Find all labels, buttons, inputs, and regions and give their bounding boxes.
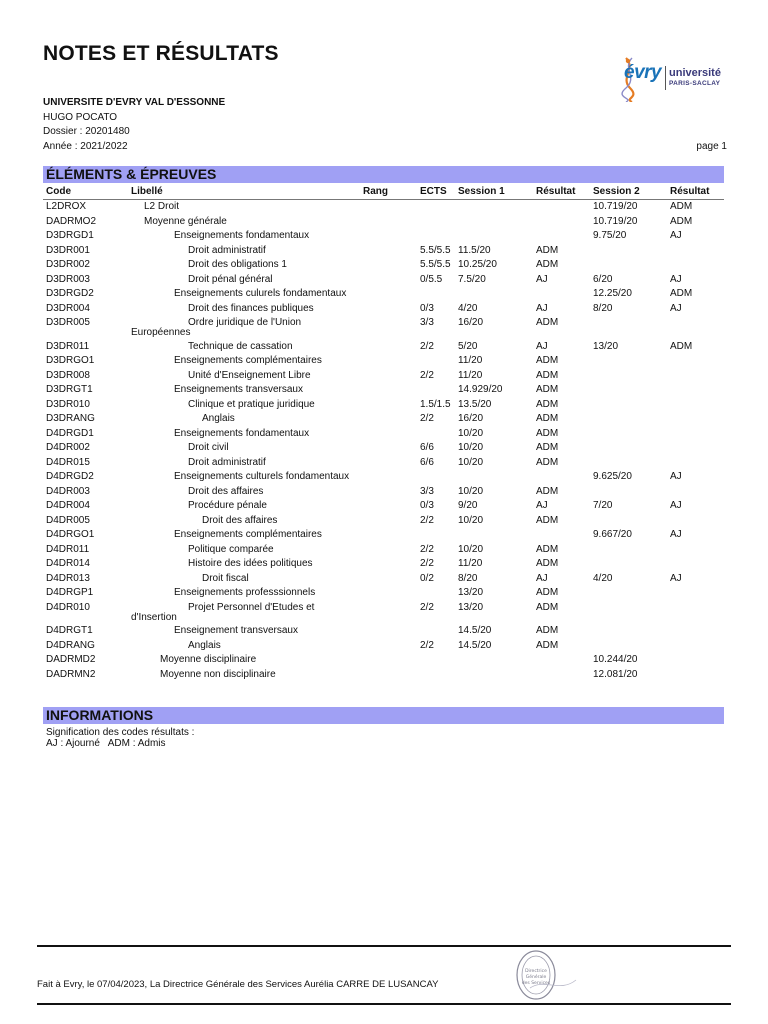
table-row [43,273,724,288]
cell-code: D3DR002 [46,259,90,270]
cell-code: L2DROX [46,201,87,212]
cell-session2: 12.25/20 [593,288,632,299]
table-row [43,528,724,543]
cell-session1: 10/20 [458,427,484,439]
cell-libelle: Droit des affaires [188,485,264,497]
cell-ects: 2/2 [420,413,434,424]
cell-ects: 3/3 [420,485,434,497]
cell-resultat2: AJ [670,471,682,482]
table-row [43,586,724,601]
cell-session1: 10/20 [458,442,484,453]
table-row [43,601,724,625]
cell-resultat1: ADM [536,427,559,439]
cell-resultat2: AJ [670,500,682,511]
svg-text:Directrice: Directrice [525,969,547,974]
cell-code: D3DR003 [46,273,90,285]
cell-resultat2: ADM [670,288,693,299]
cell-session1: 11/20 [458,558,483,569]
codes-legend: AJ : Ajourné ADM : Admis [46,738,166,749]
cell-code: D3DR011 [46,340,90,352]
col-code: Code [46,186,71,197]
col-libelle: Libellé [131,186,163,197]
col-session2: Session 2 [593,186,640,197]
cell-code: D4DR005 [46,514,90,526]
footer-signature-text: Fait à Evry, le 07/04/2023, La Directrice Générale des Services Aurélia CARRE DE LUSANCAY [37,979,439,990]
cell-session2: 13/20 [593,340,619,352]
cell-code: D4DR002 [46,442,90,453]
cell-code: D4DR014 [46,558,90,569]
cell-ects: 1.5/1.5 [420,398,451,410]
cell-ects: 2/2 [420,514,434,526]
cell-session1: 10.25/20 [458,259,497,270]
cell-session2: 9.625/20 [593,471,632,482]
cell-code: D4DR015 [46,456,90,468]
cell-ects: 0/2 [420,572,434,584]
cell-code: D3DRGT1 [46,384,93,395]
col-resultat2: Résultat [670,186,710,197]
cell-resultat1: AJ [536,273,548,285]
cell-libelle: Droit administratif [188,456,266,468]
paris-saclay-line2: PARIS-SACLAY [669,80,721,87]
cell-libelle: Histoire des idées politiques [188,558,313,569]
cell-ects: 0/5.5 [420,273,443,285]
cell-libelle: Moyenne non disciplinaire [160,668,276,680]
cell-libelle: Moyenne générale [144,215,227,227]
cell-libelle: Projet Personnel d'Etudes et [188,601,315,613]
cell-resultat1: ADM [536,442,559,453]
section-elements-bar [43,166,724,183]
table-row [43,514,724,529]
cell-resultat2: ADM [670,215,693,227]
section-informations-title: INFORMATIONS [46,707,154,723]
table-row [43,200,724,215]
cell-ects: 5.5/5.5 [420,244,451,256]
cell-session1: 8/20 [458,572,478,584]
cell-ects: 0/3 [420,302,434,314]
cell-resultat1: AJ [536,500,548,511]
table-row [43,302,724,317]
cell-ects: 3/3 [420,317,434,328]
cell-session1: 14.929/20 [458,384,503,395]
cell-libelle: Procédure pénale [188,500,267,511]
table-header [43,185,724,200]
table-row [43,485,724,500]
cell-libelle: Clinique et pratique juridique [188,398,315,410]
cell-ects: 2/2 [420,639,434,651]
cell-libelle: Enseignements transversaux [174,384,303,395]
cell-code: D3DR004 [46,302,90,314]
cell-code: D4DRGO1 [46,529,95,540]
table-row [43,624,724,639]
section-informations-bar [43,707,724,724]
cell-resultat1: ADM [536,398,559,410]
cell-resultat2: AJ [670,572,682,584]
cell-ects: 2/2 [420,558,434,569]
cell-session1: 5/20 [458,340,478,352]
col-resultat1: Résultat [536,186,576,197]
cell-code: D3DR001 [46,244,90,256]
cell-session1: 4/20 [458,302,478,314]
table-row [43,340,724,355]
cell-resultat1: ADM [536,317,559,328]
footer-bottom-rule [37,1003,731,1005]
cell-ects: 0/3 [420,500,434,511]
cell-libelle: L2 Droit [144,201,180,212]
cell-ects: 2/2 [420,340,434,352]
cell-session1: 16/20 [458,317,484,328]
evry-wordmark: évry [624,62,662,83]
cell-session1: 13/20 [458,601,484,613]
cell-libelle: Droit des affaires [202,514,278,526]
cell-ects: 6/6 [420,456,434,468]
cell-code: D4DRGD1 [46,427,94,439]
cell-libelle: Enseignements complémentaires [174,529,322,540]
cell-code: D4DR010 [46,601,90,613]
table-row [43,470,724,485]
cell-ects: 6/6 [420,442,434,453]
table-row [43,369,724,384]
table-row [43,653,724,668]
cell-code: DADRMO2 [46,215,97,227]
cell-libelle: Technique de cassation [188,340,293,352]
cell-resultat1: AJ [536,572,548,584]
cell-session1: 10/20 [458,514,484,526]
cell-resultat1: ADM [536,413,559,424]
cell-code: DADRMN2 [46,668,96,680]
cell-session2: 8/20 [593,302,613,314]
cell-ects: 5.5/5.5 [420,259,451,270]
cell-libelle: Enseignements complémentaires [174,355,322,366]
cell-session1: 13/20 [458,587,484,598]
cell-resultat1: ADM [536,456,559,468]
cell-libelle: Droit administratif [188,244,266,256]
table-row [43,229,724,244]
cell-session2: 7/20 [593,500,613,511]
cell-resultat2: AJ [670,230,682,241]
cell-code: D3DR008 [46,369,90,381]
cell-ects: 2/2 [420,601,434,613]
cell-libelle: Enseignements fondamentaux [174,230,310,241]
svg-text:Générale: Générale [525,975,547,980]
cell-libelle: Moyenne disciplinaire [160,654,257,665]
cell-code: D3DRGD1 [46,230,94,241]
table-row [43,244,724,259]
cell-session2: 9.75/20 [593,230,627,241]
table-row [43,258,724,273]
table-row [43,383,724,398]
cell-resultat1: ADM [536,639,559,651]
cell-code: D4DRGP1 [46,587,94,598]
cell-session2: 9.667/20 [593,529,632,540]
cell-resultat1: ADM [536,485,559,497]
cell-code: D3DRANG [46,413,95,424]
cell-session2: 12.081/20 [593,668,638,680]
paris-saclay-line1: université [669,67,721,79]
cell-libelle: Ordre juridique de l'Union [188,317,302,328]
results-table-body [43,200,724,682]
table-row [43,412,724,427]
col-session1: Session 1 [458,186,505,197]
cell-libelle-continued: Européennes [131,327,191,338]
table-row [43,668,724,683]
cell-code: D4DR013 [46,572,90,584]
cell-resultat1: ADM [536,355,559,366]
table-row [43,441,724,456]
cell-session2: 6/20 [593,273,613,285]
cell-resultat2: AJ [670,273,682,285]
cell-libelle: Anglais [188,639,221,651]
cell-libelle: Enseignement transversaux [174,625,298,636]
cell-resultat1: ADM [536,601,559,613]
official-stamp [510,948,580,1002]
cell-session1: 10/20 [458,456,484,468]
cell-code: D4DR011 [46,543,90,555]
cell-libelle: Enseignements culurels fondamentaux [174,288,347,299]
table-row [43,639,724,654]
cell-resultat1: ADM [536,369,559,381]
table-row [43,456,724,471]
cell-ects: 2/2 [420,543,434,555]
cell-resultat2: AJ [670,302,682,314]
cell-resultat1: AJ [536,340,548,352]
cell-session1: 11.5/20 [458,244,491,256]
cell-resultat2: AJ [670,529,682,540]
cell-session2: 10.244/20 [593,654,638,665]
cell-session2: 4/20 [593,572,613,584]
student-name: HUGO POCATO [43,112,118,123]
cell-code: D4DRGD2 [46,471,94,482]
table-row [43,316,724,340]
cell-session1: 13.5/20 [458,398,492,410]
table-row [43,215,724,230]
cell-resultat2: ADM [670,201,693,212]
cell-session2: 10.719/20 [593,201,638,212]
table-row [43,398,724,413]
footer-top-rule [37,945,731,947]
cell-session1: 9/20 [458,500,478,511]
cell-session1: 11/20 [458,369,483,381]
cell-libelle: Enseignements professsionnels [174,587,316,598]
col-ects: ECTS [420,186,447,197]
cell-code: D4DRANG [46,639,95,651]
cell-libelle: Droit civil [188,442,229,453]
section-elements-title: ÉLÉMENTS & ÉPREUVES [46,166,217,182]
cell-session2: 10.719/20 [593,215,638,227]
cell-code: D4DR003 [46,485,90,497]
university-name: UNIVERSITE D'EVRY VAL D'ESSONNE [43,97,226,108]
cell-libelle: Enseignements fondamentaux [174,427,310,439]
cell-libelle: Politique comparée [188,543,274,555]
cell-code: D3DRGO1 [46,355,95,366]
cell-libelle: Droit des finances publiques [188,302,314,314]
cell-session1: 11/20 [458,355,483,366]
cell-ects: 2/2 [420,369,434,381]
cell-code: DADRMD2 [46,654,96,665]
cell-session1: 10/20 [458,485,484,497]
table-row [43,572,724,587]
university-logo [610,52,728,100]
cell-resultat1: ADM [536,625,559,636]
cell-code: D3DR010 [46,398,90,410]
cell-libelle: Droit pénal général [188,273,273,285]
cell-libelle: Anglais [202,413,235,424]
cell-libelle: Enseignements culturels fondamentaux [174,471,350,482]
cell-libelle-continued: d'Insertion [131,611,177,623]
cell-code: D3DR005 [46,317,90,328]
codes-legend-title: Signification des codes résultats : [46,727,195,738]
cell-resultat1: AJ [536,302,548,314]
cell-code: D4DR004 [46,500,90,511]
cell-session1: 14.5/20 [458,625,492,636]
cell-resultat1: ADM [536,514,559,526]
cell-libelle: Droit fiscal [202,572,249,584]
cell-resultat1: ADM [536,543,559,555]
table-row [43,499,724,514]
dossier-number: Dossier : 20201480 [43,126,130,137]
cell-resultat1: ADM [536,384,559,395]
cell-resultat1: ADM [536,244,559,256]
cell-resultat2: ADM [670,340,693,352]
page-title: NOTES ET RÉSULTATS [43,42,279,65]
cell-code: D4DRGT1 [46,625,93,636]
cell-session1: 7.5/20 [458,273,486,285]
cell-session1: 16/20 [458,413,484,424]
col-rang: Rang [363,186,388,197]
page-number: page 1 [696,141,727,152]
table-row [43,427,724,442]
cell-libelle: Droit des obligations 1 [188,259,287,270]
cell-session1: 14.5/20 [458,639,492,651]
cell-session1: 10/20 [458,543,484,555]
academic-year: Année : 2021/2022 [43,141,128,152]
svg-text:des Services: des Services [521,981,551,986]
cell-resultat1: ADM [536,587,559,598]
cell-resultat1: ADM [536,259,559,270]
table-row [43,287,724,302]
cell-libelle: Unité d'Enseignement Libre [188,369,311,381]
cell-resultat1: ADM [536,558,559,569]
table-row [43,354,724,369]
table-row [43,557,724,572]
cell-code: D3DRGD2 [46,288,94,299]
table-row [43,543,724,558]
logo-separator [665,66,666,90]
